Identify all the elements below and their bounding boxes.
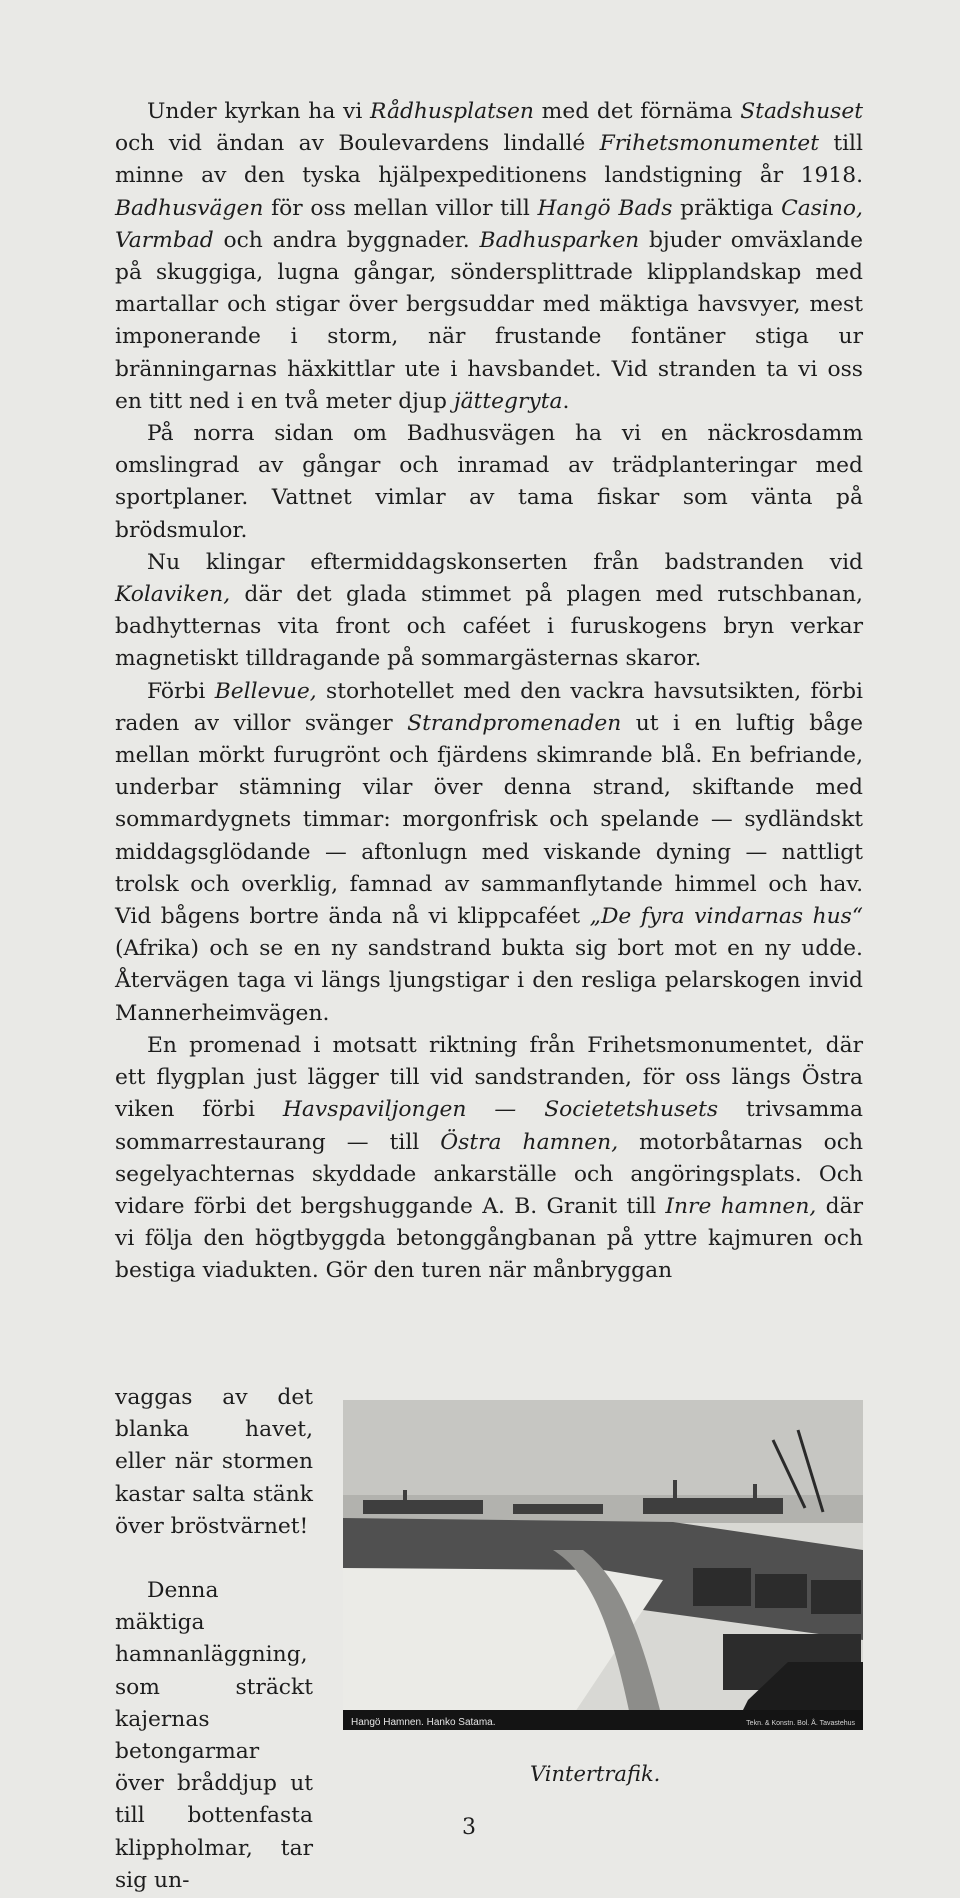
text-run: där det glada stimmet på plagen med rutschbanan, badhytternas vita front och caféet i furuskogens bryn verkar magnetiskt tilldragande på sommargästernas skaror.	[115, 582, 863, 672]
photo-imprint-left: Hangö Hamnen. Hanko Satama.	[351, 1717, 496, 1728]
text-run: med det förnäma	[533, 99, 741, 124]
text-run: .	[562, 388, 570, 414]
text-run: Förbi	[147, 678, 215, 704]
body-paragraph	[115, 418, 863, 547]
italic-name: Bellevue,	[214, 678, 317, 704]
text-run: till minne av den tyska hjälpexpeditionens landstigning år 1918.	[115, 131, 863, 189]
text-run: ut i en luftig båge mellan mörkt furugrönt och fjärdens skimrande blå. En befriande, underbar stämning vilar över denna strand, skiftande med sommardygnets timmar: morgonfrisk och spelande — sydländskt middagsglödande — aftonlugn med viskande dyning — nattligt trolsk och overklig, famnad av sammanflytande himmel och hav. Vid bågens bortre ända nå vi klippcaféet	[115, 710, 863, 930]
italic-name: Hangö Bads	[537, 195, 673, 221]
main-text-column	[115, 96, 863, 1288]
page-number: 3	[462, 1815, 476, 1840]
body-paragraph	[115, 676, 863, 1030]
harbour-photo-drawing	[343, 1400, 863, 1730]
text-run: för oss mellan villor till	[263, 195, 538, 221]
text-run: präktiga	[672, 195, 782, 221]
photo-caption: Vintertrafik.	[530, 1762, 661, 1786]
italic-name: Badhusvägen	[115, 195, 264, 221]
italic-name: Casino, Varmbad	[115, 195, 863, 253]
italic-name: Badhusparken	[479, 227, 640, 253]
body-paragraph	[115, 96, 863, 418]
italic-name: Inre hamnen,	[665, 1193, 817, 1219]
italic-name: Stadshuset	[740, 99, 863, 124]
text-run: bjuder omväxlande på skuggiga, lugna gångar, söndersplittrade klipplandskap med martallar och stigar över bergsuddar med mäktiga havsvyer, mest imponerande i storm, när frustande fontäner stiga ur bränningarnas häxkittlar ute i havsbandet. Vid stranden ta vi oss en titt ned i en två meter djup	[115, 227, 863, 414]
text-run: På norra sidan om Badhusvägen ha vi en näckrosdamm omslingrad av gångar och inramad av trädplanteringar med sportplaner. Vattnet vimlar av tama fiskar som vänta på brödsmulor.	[115, 421, 863, 543]
text-run: (Afrika) och se en ny sandstrand bukta sig bort mot en ny udde. Återvägen taga vi längs ljungstigar i den resliga pelarskogen invid Mannerheimvägen.	[115, 936, 863, 1026]
side-text-paragraph: Denna mäktiga hamnanläggning, som sträckt kajernas betongarmar över bråddjup ut till bottenfasta klippholmar, tar sig un-	[115, 1578, 313, 1893]
text-run: Nu klingar eftermiddagskonserten från badstranden vid	[147, 549, 863, 575]
text-run: storhotellet med den vackra havsutsikten, förbi raden av villor svänger	[115, 678, 863, 736]
italic-name: „De fyra vindarnas hus“	[589, 904, 863, 930]
text-run: Under kyrkan ha vi	[147, 99, 371, 124]
italic-name: Strandpromenaden	[407, 710, 622, 736]
text-run: En promenad i motsatt riktning från Frihetsmonumentet, där ett flygplan just lägger till vid sandstranden, för oss längs Östra viken förbi	[115, 1032, 863, 1123]
italic-name: Rådhusplatsen	[370, 99, 534, 124]
text-run: där vi följa den högtbyggda betonggångbanan på yttre kajmuren och bestiga viadukten. Gör den turen när månbryggan	[115, 1193, 863, 1284]
body-paragraph	[115, 547, 863, 676]
lower-section	[115, 1382, 863, 1893]
text-run: och vid ändan av Boulevardens lindallé	[115, 131, 600, 157]
photo-imprint-right: Tekn. & Konstn. Bol. Å. Tavastehus	[746, 1720, 855, 1727]
text-run: motorbåtarnas och segelyachternas skyddade ankarställe och angöringsplats. Och vidare förbi det bergshuggande A. B. Granit till	[115, 1129, 863, 1219]
side-text-continuation: vaggas av det blanka havet, eller när stormen kastar salta stänk över bröstvärnet!	[115, 1385, 313, 1539]
body-paragraph	[115, 1030, 863, 1288]
text-run: trivsamma sommarrestaurang — till	[115, 1097, 864, 1155]
italic-name: Frihetsmonumentet	[599, 131, 819, 157]
italic-name: Kolaviken,	[115, 582, 231, 608]
italic-name: Havspaviljongen — Societetshusets	[282, 1097, 719, 1123]
italic-name: jättegryta	[453, 388, 563, 414]
italic-name: Östra hamnen,	[440, 1129, 619, 1155]
text-run: och andra byggnader.	[213, 227, 480, 253]
harbour-photo	[343, 1400, 863, 1730]
side-text-column	[115, 1382, 313, 1897]
